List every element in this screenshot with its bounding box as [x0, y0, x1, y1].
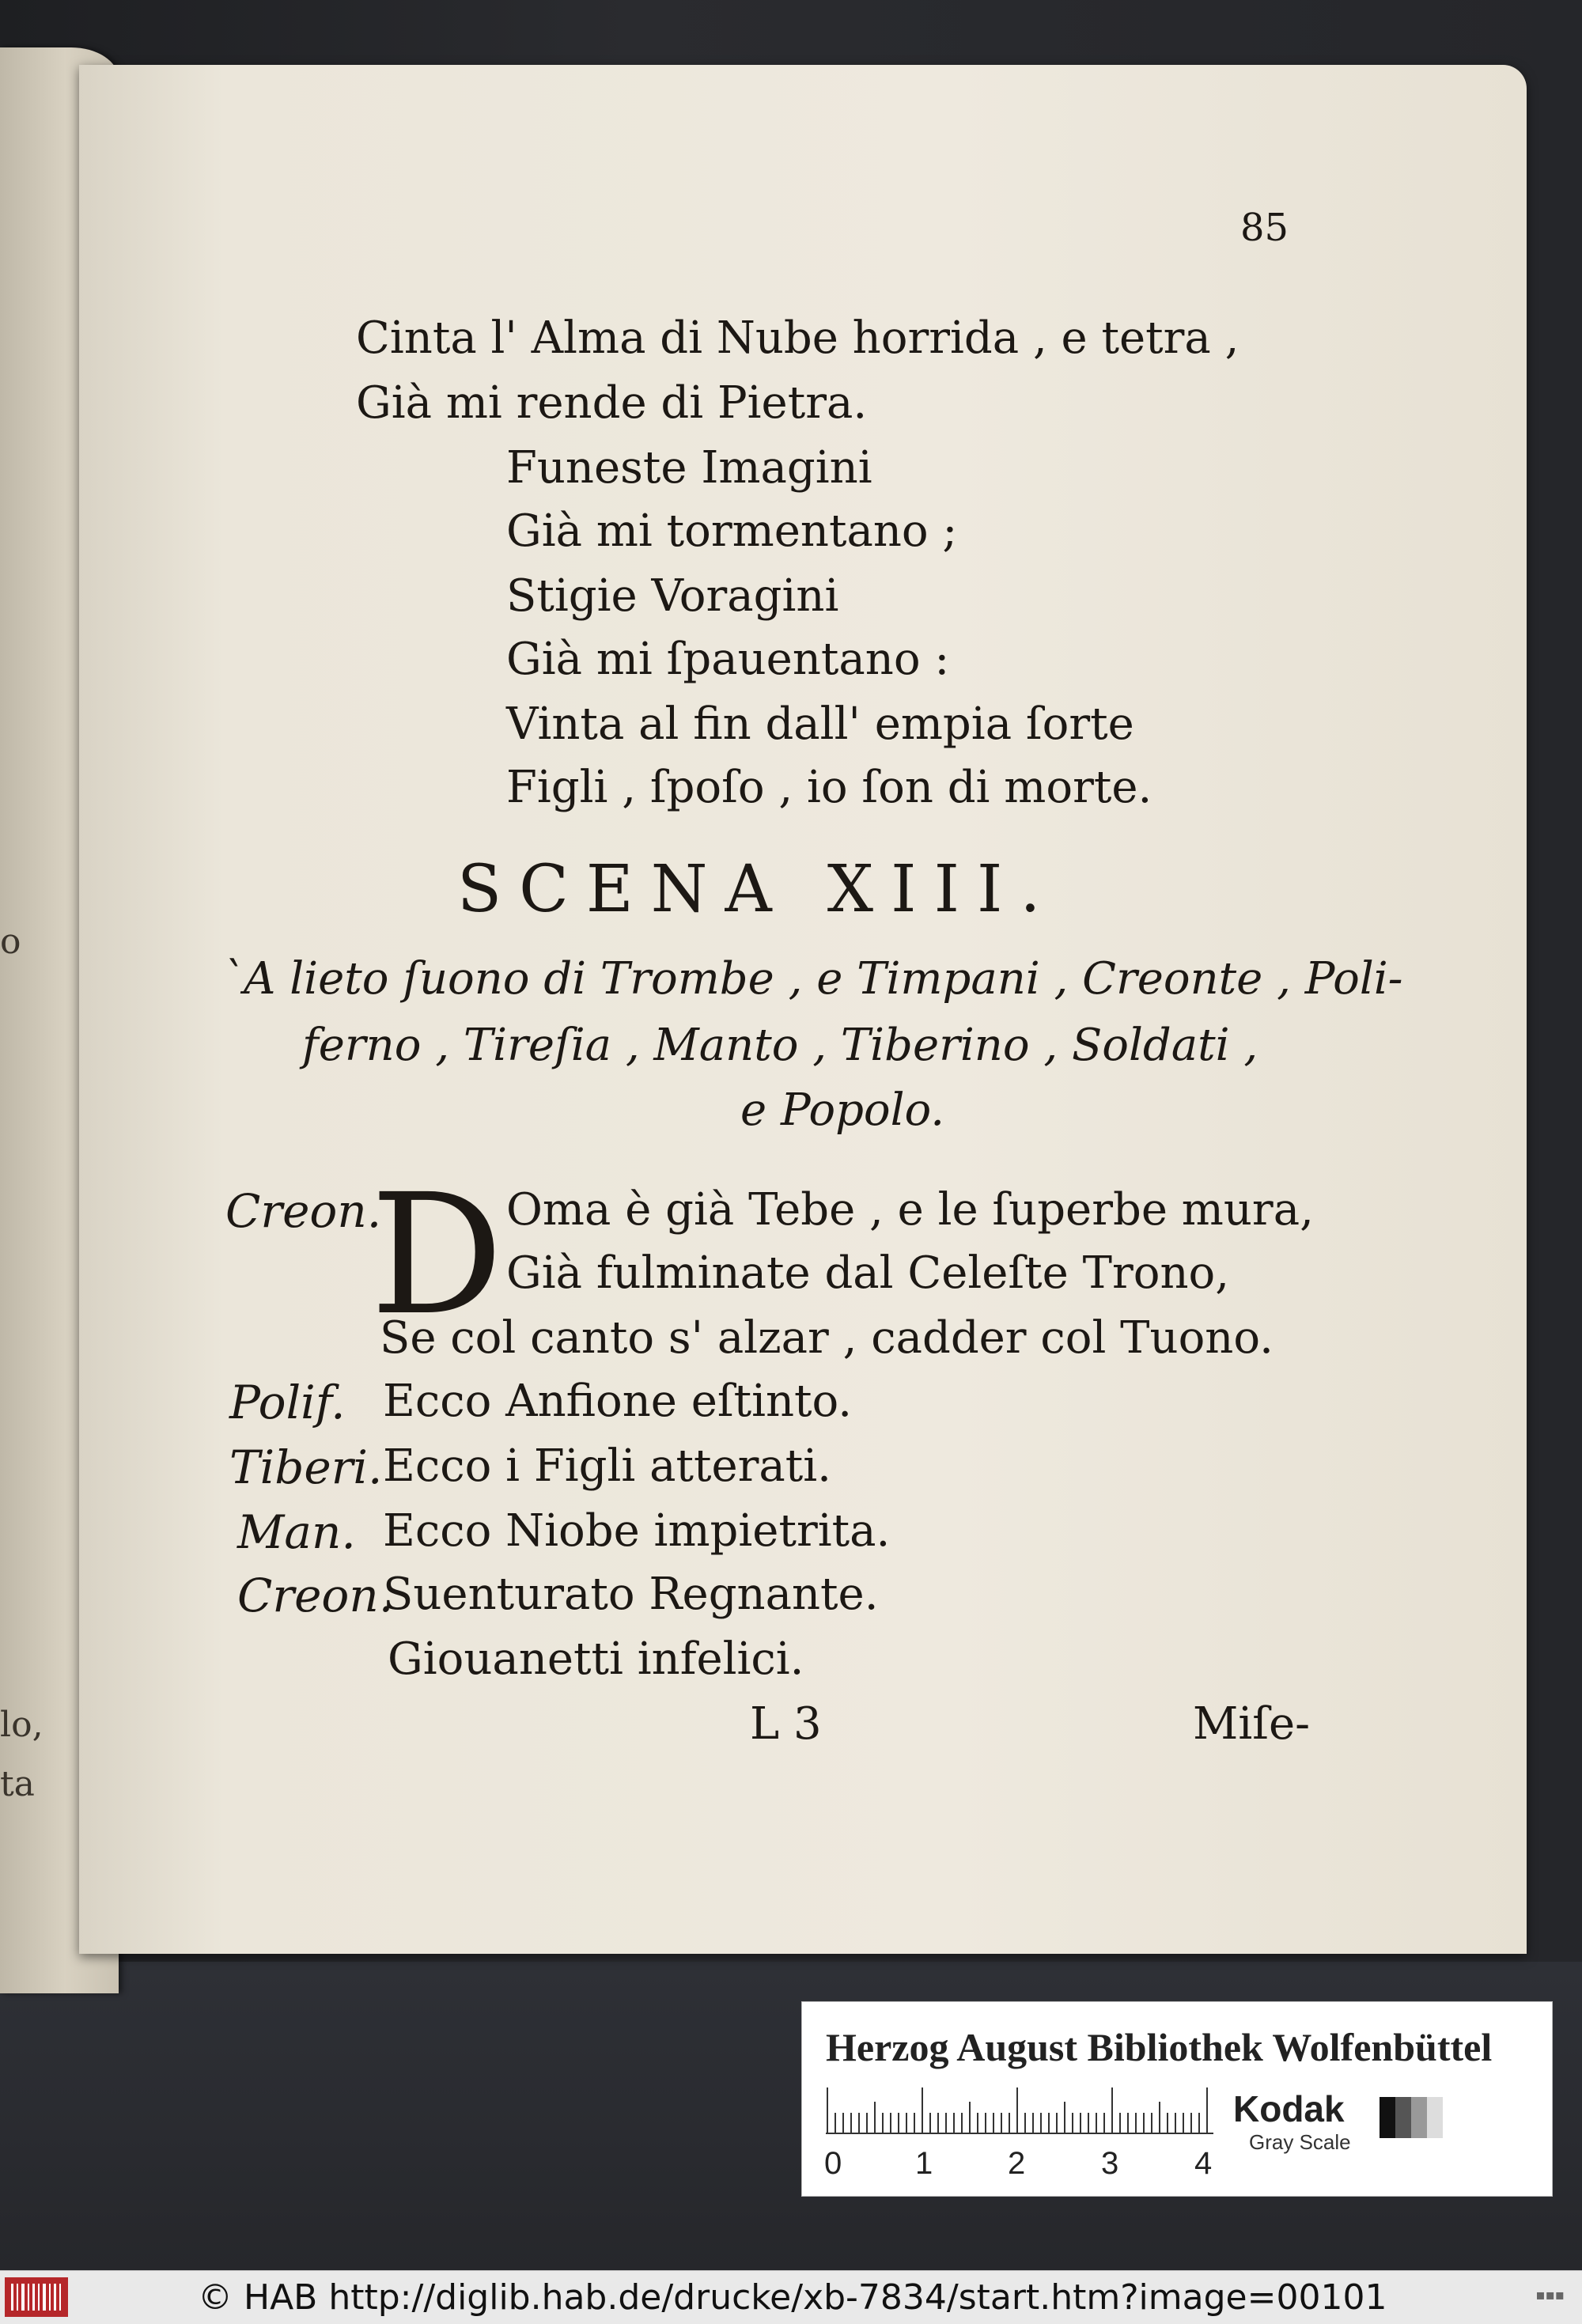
dialogue-line: Se col canto s' alzar , cadder col Tuono. — [380, 1312, 1274, 1364]
ruler-number: 1 — [915, 2146, 933, 2181]
footer-copyright-link[interactable]: © HAB http://diglib.hab.de/drucke/xb-7834/start.htm?image=00101 — [198, 2277, 1387, 2318]
signature-mark: L 3 — [750, 1698, 822, 1750]
verse-line: Funeste Imagini — [506, 442, 872, 494]
dialogue-line: Oma è già Tebe , e le ſuperbe mura, — [506, 1184, 1314, 1236]
dialogue-line: Giouanetti infelici. — [388, 1633, 804, 1685]
dialogue-line: Suenturato Regnante. — [383, 1569, 879, 1620]
left-fragment: lo, — [0, 1705, 44, 1745]
speaker-label: Tiberi. — [229, 1440, 383, 1494]
page-number: 85 — [1240, 206, 1289, 250]
verse-line: Già mi rende di Pietra. — [356, 377, 868, 429]
ruler-number: 0 — [824, 2146, 842, 2181]
library-name: Herzog August Bibliothek Wolfenbüttel — [826, 2025, 1493, 2069]
dialogue-line: Ecco Niobe impietrita. — [383, 1505, 891, 1557]
verse-line: Già mi tormentano ; — [506, 505, 958, 557]
kodak-logo: Kodak — [1233, 2088, 1345, 2129]
catchword: Miſe- — [1193, 1698, 1311, 1750]
verse-line: Cinta l' Alma di Nube horrida , e tetra , — [356, 312, 1239, 364]
dialogue-line: Ecco Anfione eſtinto. — [383, 1376, 853, 1427]
verse-line: Vinta al fin dall' empia ſorte — [506, 698, 1134, 750]
footer-dots: ▪▪▪ — [1535, 2287, 1565, 2303]
left-fragment: ta — [0, 1764, 35, 1804]
ruler-scale — [826, 2087, 1213, 2135]
speaker-label: Man. — [237, 1505, 356, 1559]
speaker-label: Creon. — [237, 1569, 394, 1622]
stage-direction-line: `A lieto ſuono di Trombe , e Timpani , Creonte , Poli- — [221, 953, 1403, 1005]
page-text-area — [79, 65, 1527, 1954]
gray-swatch-icon — [1380, 2097, 1443, 2138]
ruler-numbers — [824, 2146, 1236, 2186]
dialogue-line: Ecco i Figli atterati. — [383, 1440, 831, 1492]
stage-direction-line: e Popolo. — [740, 1084, 945, 1136]
speaker-label: Polif. — [229, 1376, 346, 1429]
verse-line: Stigie Voragini — [506, 570, 839, 622]
footer-bar — [0, 2270, 1582, 2324]
verse-line: Già mi ſpauentano : — [506, 634, 950, 685]
speaker-label: Creon. — [225, 1184, 382, 1238]
color-target-card — [801, 2001, 1553, 2197]
book-page — [79, 65, 1527, 1954]
ruler-number: 3 — [1101, 2146, 1119, 2181]
stage-direction-line: ferno , Tireſia , Manto , Tiberino , Soldati , — [302, 1020, 1258, 1071]
gray-scale-label: Gray Scale — [1249, 2130, 1351, 2154]
dialogue-line: Già fulminate dal Celeſte Trono, — [506, 1247, 1230, 1299]
ruler-number: 2 — [1008, 2146, 1026, 2181]
drop-cap: D — [370, 1158, 504, 1352]
scene-title: SCENA XIII. — [457, 852, 1058, 927]
ruler-number: 4 — [1194, 2146, 1213, 2181]
hab-barcode-icon — [5, 2277, 68, 2317]
verse-line: Figli , ſpoſo , io ſon di morte. — [506, 762, 1152, 813]
left-fragment: o — [0, 922, 21, 962]
